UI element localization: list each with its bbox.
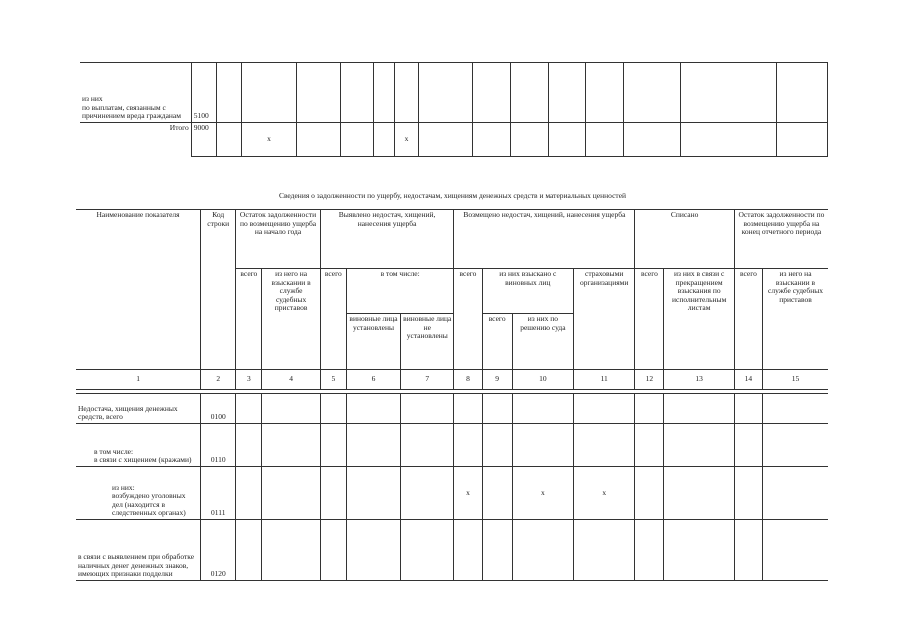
x-mark: x	[242, 123, 297, 157]
row-label: в том числе: в связи с хищением (кражами)	[76, 424, 201, 467]
header-balance-start: Остаток задолженности по возмещению ущерба на начало года	[236, 210, 320, 269]
x-mark: x	[454, 467, 482, 520]
cell	[510, 63, 548, 123]
top-continuation-table	[80, 62, 828, 157]
header-row	[76, 210, 828, 269]
column-number: 7	[401, 370, 454, 390]
header-bailiffs: из него на взыскании в службе судебных приставов	[262, 269, 320, 370]
cell	[586, 123, 624, 157]
cell	[473, 123, 511, 157]
row-label: из них по выплатам, связанным с причинением вреда гражданам	[80, 63, 191, 123]
header-total: всего	[635, 269, 664, 370]
header-including: в том числе:	[346, 269, 454, 314]
cell	[777, 123, 828, 157]
row-label: из них: возбуждено уголовных дел (находится в следственных органах)	[76, 467, 201, 520]
cell	[548, 123, 586, 157]
row-code: 0111	[201, 467, 236, 520]
header-identified: Выявлено недостач, хищений, нанесения ущерба	[320, 210, 454, 269]
cell	[624, 123, 681, 157]
cell	[374, 63, 395, 123]
header-total: всего	[482, 314, 512, 370]
column-number: 2	[201, 370, 236, 390]
header-enforcement: из них в связи с прекращением взыскания по исполнительным листам	[664, 269, 734, 370]
column-number: 3	[236, 370, 262, 390]
section-caption: Сведения о задолженности по ущербу, недостачам, хищениям денежных средств и материальных ценностей	[278, 191, 627, 200]
table-row	[80, 123, 828, 157]
row-code: 0110	[201, 424, 236, 467]
row-label: в связи с выявлением при обработке наличных денег денежных знаков, имеющих признаки подделки	[76, 520, 201, 581]
row-code: 5100	[191, 63, 216, 123]
cell	[340, 63, 374, 123]
cell	[777, 63, 828, 123]
header-code: Код строки	[201, 210, 236, 370]
column-numbers-row	[76, 370, 828, 390]
cell	[680, 123, 777, 157]
header-total: всего	[454, 269, 482, 370]
row-code: 0100	[201, 394, 236, 424]
header-name: Наименование показателя	[76, 210, 201, 370]
column-number: 15	[763, 370, 829, 390]
column-number: 6	[346, 370, 400, 390]
column-number: 10	[512, 370, 573, 390]
x-mark: x	[574, 467, 635, 520]
column-number: 4	[262, 370, 320, 390]
header-total: всего	[320, 269, 346, 370]
cell	[586, 63, 624, 123]
cell	[680, 63, 777, 123]
cell	[395, 63, 418, 123]
cell	[242, 63, 297, 123]
row-label: Итого	[80, 123, 191, 157]
row-label: Недостача, хищения денежных средств, всего	[76, 394, 201, 424]
header-culprits: из них взыскано с виновных лиц	[482, 269, 573, 314]
cell	[216, 123, 241, 157]
header-total: всего	[236, 269, 262, 370]
header-culprits-not-identified: виновные лица не установлены	[401, 314, 454, 370]
header-culprits-identified: виновные лица установлены	[346, 314, 400, 370]
table-row	[76, 424, 828, 467]
table-row	[76, 467, 828, 520]
cell	[624, 63, 681, 123]
header-insurance: страховыми организациями	[574, 269, 635, 370]
cell	[418, 123, 473, 157]
column-number: 1	[76, 370, 201, 390]
header-court-decision: из них по решению суда	[512, 314, 573, 370]
cell	[510, 123, 548, 157]
row-code: 0120	[201, 520, 236, 581]
column-number: 12	[635, 370, 664, 390]
column-number: 9	[482, 370, 512, 390]
table-row	[80, 63, 828, 123]
cell	[296, 63, 340, 123]
table-row	[76, 520, 828, 581]
cell	[548, 63, 586, 123]
x-mark: x	[395, 123, 418, 157]
cell	[473, 63, 511, 123]
column-number: 13	[664, 370, 734, 390]
header-compensated: Возмещено недостач, хищений, нанесения ущерба	[454, 210, 635, 269]
cell	[216, 63, 241, 123]
column-number: 8	[454, 370, 482, 390]
header-bailiffs: из него на взыскании в службе судебных приставов	[763, 269, 829, 370]
column-number: 14	[734, 370, 762, 390]
cell	[296, 123, 340, 157]
column-number: 5	[320, 370, 346, 390]
header-total: всего	[734, 269, 762, 370]
row-code: 9000	[191, 123, 216, 157]
x-mark: x	[512, 467, 573, 520]
cell	[374, 123, 395, 157]
debt-table	[76, 209, 828, 581]
table-row	[76, 394, 828, 424]
header-written-off: Списано	[635, 210, 735, 269]
cell	[418, 63, 473, 123]
header-balance-end: Остаток задолженности по возмещению ущерба на конец отчетного периода	[734, 210, 828, 269]
column-number: 11	[574, 370, 635, 390]
cell	[340, 123, 374, 157]
